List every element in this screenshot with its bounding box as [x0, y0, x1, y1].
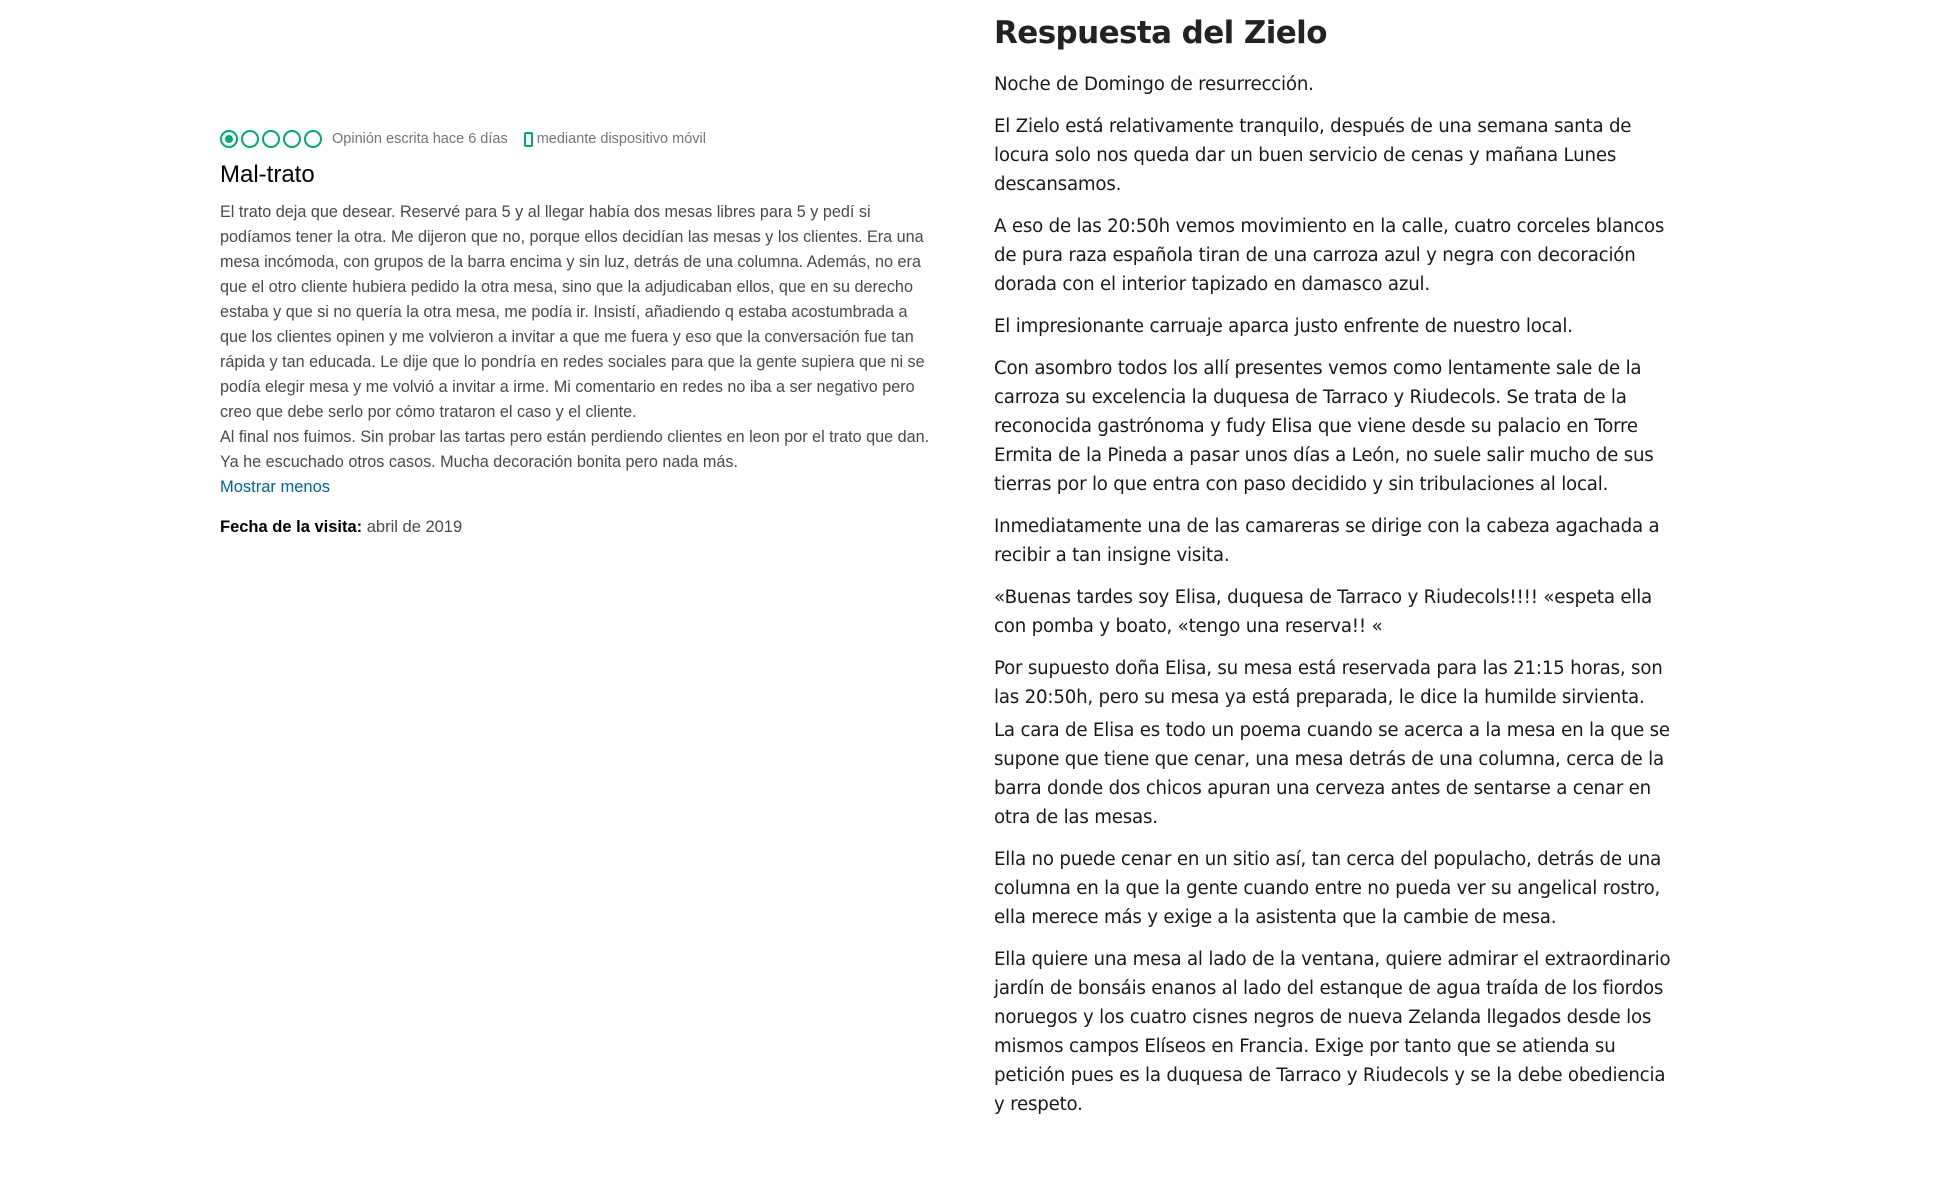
response-paragraph: La cara de Elisa es todo un poema cuando se acerca a la mesa en la que se supone que tiene que cenar, una mesa detrás de una columna, cerca de la barra donde dos chicos apuran una cerveza antes de sentarse a cenar en otra de las mesas. — [994, 720, 1670, 828]
review-paragraph: El trato deja que desear. Reservé para 5 y al llegar había dos mesas libres para 5 y pedí si podíamos tener la otra. Me dijeron que no, porque ellos decidían las mesas y los clientes. Era una mesa incómoda, con grupos de la barra encima y sin luz, detrás de una columna. Además, no era que el otro cliente hubiera pedido la otra mesa, sino que la adjudicaban ellos, que en su derecho estaba y que si no quería la otra mesa, me podía ir. Insistí, añadiendo q estaba acostumbrada a que los clientes opinen y me volvieron a invitar a que me fuera y eso que la conversación fue tan rápida y tan educada. Le dije que lo pondría en redes sociales para que la gente supiera que ni se podía elegir mesa y me volvió a invitar a irme. Mi comentario en redes no iba a ser negativo pero creo que debe serlo por cómo trataron el caso y el cliente. — [220, 203, 925, 421]
response-paragraph: Ella quiere una mesa al lado de la ventana, quiere admirar el extraordinario jardín de bonsáis enanos al lado del estanque de agua traída de los fiordos noruegos y los cuatro cisnes negros de nueva Zelanda llegados desde los mismos campos Elíseos en Francia. Exige por tanto que se atienda su petición pues es la duquesa de Tarraco y Riudecols y se la debe obediencia y respeto. — [994, 949, 1671, 1115]
response-paragraph: «Buenas tardes soy Elisa, duquesa de Tarraco y Riudecols!!!! «espeta ella con pomba y boato, «tengo una reserva!! « — [994, 587, 1652, 637]
review-title[interactable]: Mal-trato — [220, 161, 315, 188]
review-meta — [220, 128, 936, 150]
response-paragraph: El Zielo está relativamente tranquilo, después de una semana santa de locura solo nos queda dar un buen servicio de cenas y mañana Lunes descansamos. — [994, 116, 1632, 195]
response-paragraph: Con asombro todos los allí presentes vemos como lentamente sale de la carroza su excelencia la duquesa de Tarraco y Riudecols. Se trata de la reconocida gastrónoma y fudy Elisa que viene desde su palacio en Torre Ermita de la Pineda a pasar unos días a León, no suele salir mucho de sus tierras por lo que entra con paso decidido y sin tribulaciones al local. — [994, 358, 1654, 495]
review-paragraph: Al final nos fuimos. Sin probar las tartas pero están perdiendo clientes en leon por el trato que dan. Ya he escuchado otros casos. Mucha decoración bonita pero nada más. — [220, 428, 930, 471]
show-less-link[interactable]: Mostrar menos — [220, 478, 331, 496]
rating-bubble-icon — [304, 130, 322, 148]
visit-date-label: Fecha de la visita: — [220, 518, 363, 536]
review-body — [220, 200, 936, 500]
response-paragraph: Noche de Domingo de resurrección. — [994, 74, 1314, 95]
rating-bubble-icon — [220, 130, 238, 148]
bubble-rating — [220, 130, 322, 148]
visit-date-value: abril de 2019 — [366, 518, 463, 536]
response-title: Respuesta del Zielo — [994, 15, 1327, 51]
review-device: mediante dispositivo móvil — [536, 131, 706, 147]
response-paragraph: El impresionante carruaje aparca justo enfrente de nuestro local. — [994, 316, 1573, 337]
rating-bubble-icon — [241, 130, 259, 148]
review-written-date: Opinión escrita hace 6 días — [332, 131, 508, 147]
mobile-phone-icon — [524, 132, 533, 147]
review-card — [220, 128, 936, 540]
visit-date — [220, 515, 936, 540]
response-paragraph: Por supuesto doña Elisa, su mesa está reservada para las 21:15 horas, son las 20:50h, pero su mesa ya está preparada, le dice la humilde sirvienta. — [994, 658, 1663, 708]
rating-bubble-icon — [283, 130, 301, 148]
owner-response — [994, 12, 1674, 1132]
response-paragraph: Inmediatamente una de las camareras se dirige con la cabeza agachada a recibir a tan insigne visita. — [994, 516, 1660, 566]
response-paragraph: A eso de las 20:50h vemos movimiento en la calle, cuatro corceles blancos de pura raza española tiran de una carroza azul y negra con decoración dorada con el interior tapizado en damasco azul. — [994, 216, 1665, 295]
response-paragraph: Ella no puede cenar en un sitio así, tan cerca del populacho, detrás de una columna en la que la gente cuando entre no pueda ver su angelical rostro, ella merece más y exige a la asistenta que la cambie de mesa. — [994, 849, 1662, 928]
rating-bubble-icon — [262, 130, 280, 148]
